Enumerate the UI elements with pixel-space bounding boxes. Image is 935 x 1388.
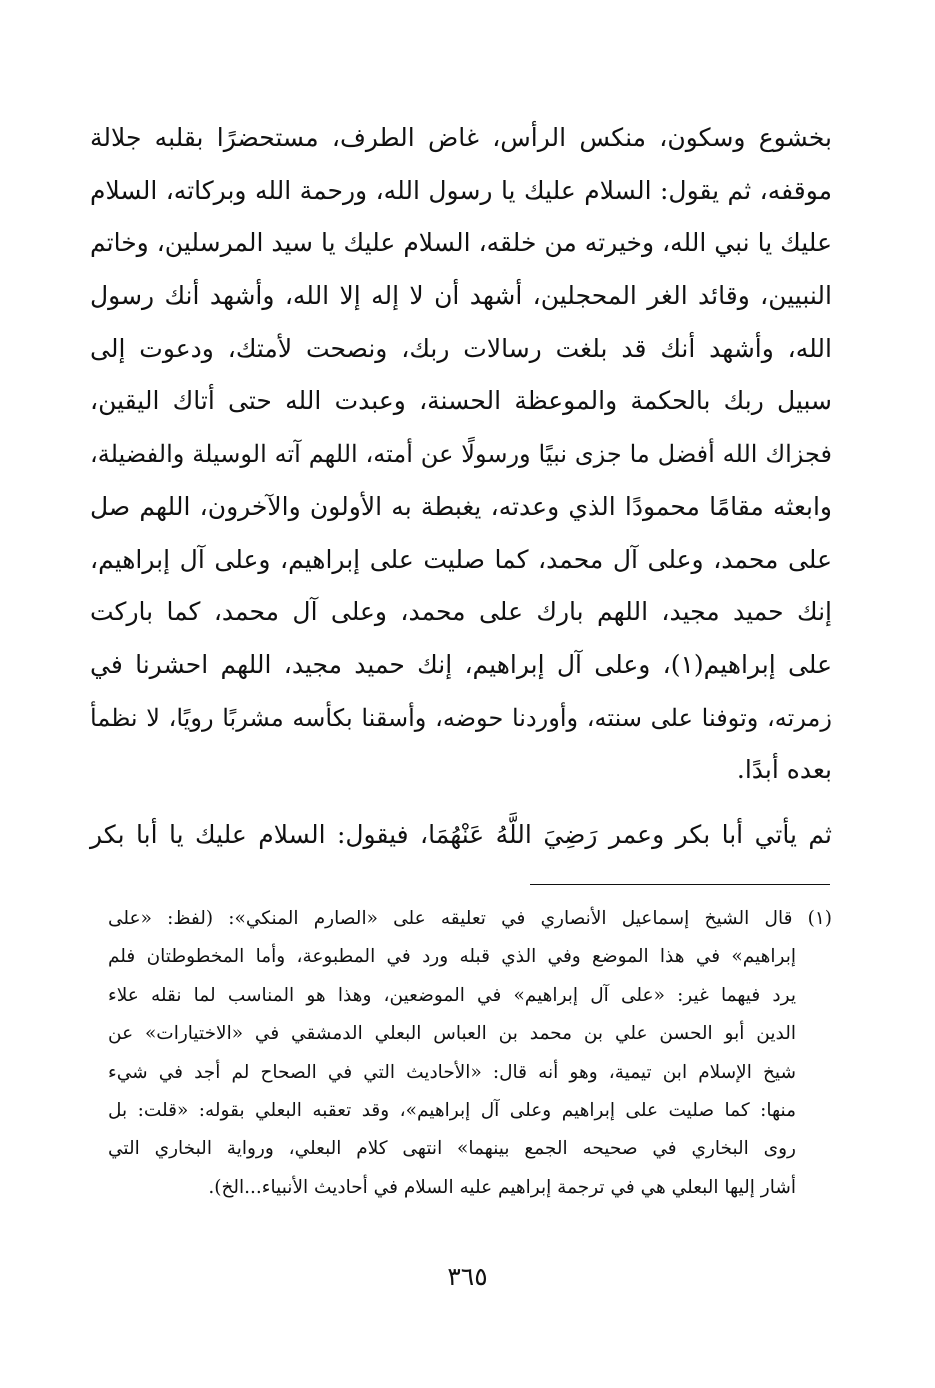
main-text-line: موقفه، ثم يقول: السلام عليك يا رسول الله، ورحمة الله وبركاته، السلام bbox=[90, 175, 832, 205]
footnote-line: شيخ الإسلام ابن تيمية، وهو أنه قال: «الأحاديث التي في الصحاح لم أجد في شيء bbox=[108, 1061, 796, 1083]
main-text-line: بعده أبدًا. bbox=[736, 755, 832, 785]
main-text-line: زمرته، وتوفنا على سنته، وأوردنا حوضه، وأسقنا بكأسه مشربًا رويًا، لا نظمأ bbox=[90, 703, 832, 732]
footnote-line: الدين أبو الحسن علي بن محمد بن العباس البعلي الدمشقي في «الاختيارات» عن bbox=[108, 1023, 796, 1045]
main-text bbox=[90, 112, 832, 862]
main-text-line: النبيين، وقائد الغر المحجلين، أشهد أن لا إله إلا الله، وأشهد أنك رسول bbox=[90, 281, 832, 311]
main-text-line: على محمد، وعلى آل محمد، كما صليت على إبراهيم، وعلى آل إبراهيم، bbox=[90, 544, 832, 574]
main-text-line: على إبراهيم(١)، وعلى آل إبراهيم، إنك حميد مجيد، اللهم احشرنا في bbox=[90, 649, 832, 679]
main-text-line: سبيل ربك بالحكمة والموعظة الحسنة، وعبدت الله حتى أتاك اليقين، bbox=[90, 386, 832, 416]
footnote-line: يرد فيهما غير: «على آل إبراهيم» في الموضعين، وهذا هو المناسب لما نقله علاء bbox=[108, 984, 796, 1006]
footnote-line: أشار إليها البعلي هي في ترجمة إبراهيم عليه السلام في أحاديث الأنبياء...الخ). bbox=[208, 1176, 796, 1198]
footnote-line: إبراهيم» في هذا الموضع وفي الذي قبله ورد في المطبوعة، وأما المخطوطتان فلم bbox=[108, 946, 796, 968]
main-text-line: إنك حميد مجيد، اللهم بارك على محمد، وعلى آل محمد، كما باركت bbox=[90, 597, 832, 627]
footnote-line: (١) قال الشيخ إسماعيل الأنصاري في تعليقه على «الصارم المنكي»: (لفظ: «على bbox=[108, 908, 832, 929]
footnote-separator bbox=[530, 884, 830, 885]
main-text-line: الله، وأشهد أنك قد بلغت رسالات ربك، ونصحت لأمتك، ودعوت إلى bbox=[90, 333, 832, 363]
main-text-line: فجزاك الله أفضل ما جزى نبيًا ورسولًا عن أمته، اللهم آته الوسيلة والفضيلة، bbox=[90, 440, 832, 469]
main-text-line: وابعثه مقامًا محمودًا الذي وعدته، يغبطة به الأولون والآخرون، اللهم صل bbox=[90, 491, 832, 521]
main-text-line: بخشوع وسكون، منكس الرأس، غاض الطرف، مستحضرًا بقلبه جلالة bbox=[90, 123, 832, 152]
page-number: ٣٦٥ bbox=[447, 1262, 488, 1291]
paragraph-gap bbox=[90, 797, 832, 809]
second-paragraph-line: ثم يأتي أبا بكر وعمر رَضِيَ اللَّهُ عَنْهُمَا، فيقول: السلام عليك يا أبا بكر bbox=[90, 819, 832, 849]
main-text-line: عليك يا نبي الله، وخيرته من خلقه، السلام عليك يا سيد المرسلين، وخاتم bbox=[90, 228, 832, 258]
footnote-line: منها: كما صليت على إبراهيم وعلى آل إبراهيم»، وقد تعقبه البعلي بقوله: «قلت: بل bbox=[108, 1099, 796, 1121]
footnote-line: روى البخاري في صحيحه الجمع بينهما» انتهى كلام البعلي، ورواية البخاري التي bbox=[108, 1138, 796, 1160]
footnote bbox=[108, 900, 832, 1207]
